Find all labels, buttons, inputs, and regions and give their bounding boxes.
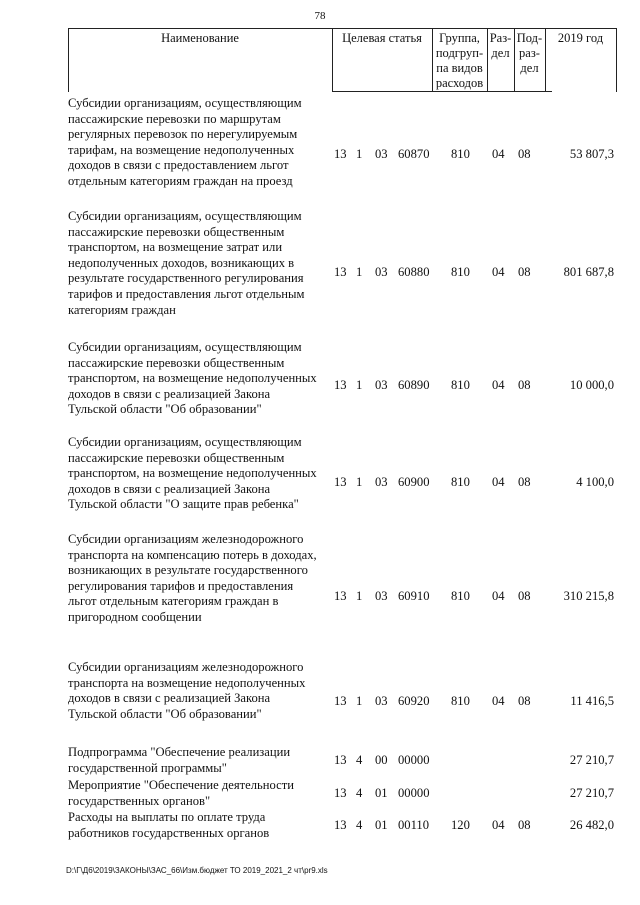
code-program: 13	[334, 786, 347, 800]
row-name: Субсидии организациям, осуществляющим пассажирские перевозки общественным транспортом, на возмещение недополученных доходов в связи с реализацией Закона Тульской области "О защите прав ребенка"	[68, 435, 317, 512]
code-subprogram: 4	[356, 753, 363, 767]
amount: 26 482,0	[569, 818, 614, 832]
amount: 27 210,7	[569, 753, 614, 767]
code-program: 13	[334, 265, 347, 279]
header-year: 2019 год	[557, 31, 604, 45]
code-direction: 00000	[398, 753, 430, 767]
code-event: 03	[375, 475, 388, 489]
amount: 310 215,8	[563, 589, 614, 603]
amount: 27 210,7	[569, 786, 614, 800]
header-target: Целевая статья	[342, 31, 422, 45]
code-direction: 60890	[398, 378, 430, 392]
code-direction: 60870	[398, 147, 430, 161]
code-direction: 60920	[398, 694, 430, 708]
code-event: 03	[375, 378, 388, 392]
amount: 801 687,8	[563, 265, 614, 279]
subsection-code: 08	[518, 589, 531, 603]
amount: 10 000,0	[569, 378, 614, 392]
subsection-code: 08	[518, 475, 531, 489]
code-subprogram: 4	[356, 818, 363, 832]
amount: 11 416,5	[570, 694, 614, 708]
row-name: Субсидии организациям железнодорожного транспорта на возмещение недополученных доходов в связи с реализацией Закона Тульской области "Об образовании"	[68, 660, 306, 721]
amount: 53 807,3	[569, 147, 614, 161]
code-event: 03	[375, 589, 388, 603]
section-code: 04	[492, 818, 505, 832]
code-program: 13	[334, 753, 347, 767]
group-code: 120	[451, 818, 470, 832]
page-number: 78	[314, 10, 326, 22]
code-program: 13	[334, 589, 347, 603]
row-name: Мероприятие "Обеспечение деятельности государственных органов"	[68, 778, 294, 808]
row-name: Субсидии организациям, осуществляющим пассажирские перевозки по маршрутам регулярных перевозок по нерегулируемым тарифам, на возмещение недополученных доходов в связи с предоставлением льгот отдельным категориям граждан на проезд	[68, 96, 302, 188]
code-subprogram: 1	[356, 265, 363, 279]
group-code: 810	[451, 265, 470, 279]
group-code: 810	[451, 378, 470, 392]
section-code: 04	[492, 265, 505, 279]
code-direction: 00000	[398, 786, 430, 800]
amount: 4 100,0	[576, 475, 614, 489]
row-name: Подпрограмма "Обеспечение реализации государственной программы"	[68, 745, 291, 775]
group-code: 810	[451, 589, 470, 603]
code-event: 03	[375, 265, 388, 279]
code-direction: 00110	[398, 818, 430, 832]
section-code: 04	[492, 589, 505, 603]
subsection-code: 08	[518, 818, 531, 832]
code-subprogram: 4	[356, 786, 363, 800]
section-code: 04	[492, 378, 505, 392]
subsection-code: 08	[518, 378, 531, 392]
row-name: Субсидии организациям, осуществляющим пассажирские перевозки общественным транспортом, на возмещение затрат или недополученных доходов, возникающих в результате государственного регулирования тарифов и предоставления льгот отдельным категориям граждан	[68, 209, 305, 317]
code-subprogram: 1	[356, 147, 363, 161]
code-program: 13	[334, 818, 347, 832]
header-group: Группа, подгруп- па видов расходов	[435, 31, 484, 90]
code-event: 03	[375, 694, 388, 708]
code-event: 01	[375, 818, 388, 832]
file-path-footer: D:\Г\Д6\2019\ЗАКОНЫ\ЗАС_66\Изм.бюджет ТО 2019_2021_2 чт\pr9.xls	[66, 866, 328, 875]
header-name: Наименование	[161, 31, 239, 45]
code-subprogram: 1	[356, 378, 363, 392]
code-subprogram: 1	[356, 694, 363, 708]
subsection-code: 08	[518, 694, 531, 708]
subsection-code: 08	[518, 147, 531, 161]
code-direction: 60910	[398, 589, 430, 603]
code-subprogram: 1	[356, 475, 363, 489]
group-code: 810	[451, 475, 470, 489]
row-name: Субсидии организациям, осуществляющим пассажирские перевозки общественным транспортом, на возмещение недополученных доходов в связи с реализацией Закона Тульской области "Об образовании"	[68, 340, 317, 417]
code-program: 13	[334, 694, 347, 708]
code-subprogram: 1	[356, 589, 363, 603]
code-program: 13	[334, 475, 347, 489]
row-name: Расходы на выплаты по оплате труда работников государственных органов	[68, 810, 270, 840]
section-code: 04	[492, 147, 505, 161]
code-event: 01	[375, 786, 388, 800]
section-code: 04	[492, 475, 505, 489]
header-subsection: Под- раз- дел	[516, 31, 543, 75]
code-program: 13	[334, 147, 347, 161]
code-direction: 60900	[398, 475, 430, 489]
group-code: 810	[451, 694, 470, 708]
table-header	[68, 28, 616, 92]
subsection-code: 08	[518, 265, 531, 279]
code-event: 00	[375, 753, 388, 767]
row-name: Субсидии организациям железнодорожного транспорта на компенсацию потерь в доходах, возникающих в результате государственного регулирования тарифов и предоставления льгот отдельным категориям граждан в пригородном сообщении	[68, 532, 317, 624]
header-section: Раз- дел	[489, 31, 512, 60]
section-code: 04	[492, 694, 505, 708]
code-program: 13	[334, 378, 347, 392]
group-code: 810	[451, 147, 470, 161]
code-direction: 60880	[398, 265, 430, 279]
code-event: 03	[375, 147, 388, 161]
